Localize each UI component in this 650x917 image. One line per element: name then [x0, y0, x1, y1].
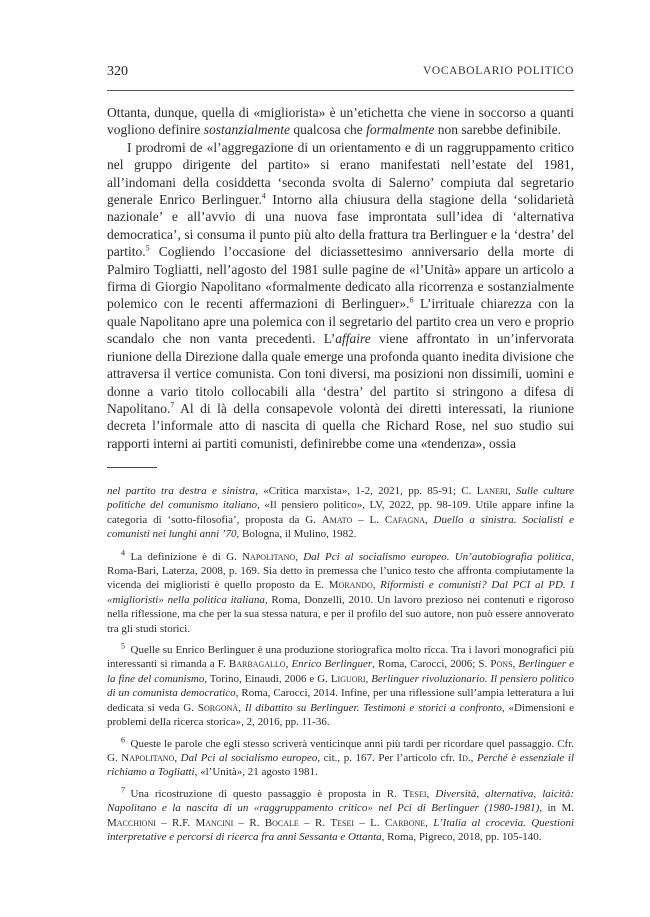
header-rule	[107, 90, 574, 91]
text-run: La definizione è di G.	[130, 550, 243, 563]
footnote-6	[107, 734, 574, 780]
author-name: Carbone	[384, 816, 426, 829]
paragraph-prodromi	[107, 139, 574, 452]
text-run: , cit., p. 167. Per l’articolo cfr.	[317, 751, 459, 764]
text-run: , «l’Unità», 21 agosto 1981.	[194, 766, 318, 779]
text-run: ,	[512, 658, 519, 671]
body-text	[107, 104, 574, 452]
author-name: Tesei	[330, 816, 355, 829]
author-name: Macchioni	[107, 816, 156, 829]
text-run: Quelle su Enrico Berlinguer è una produzione storiografica molto ricca. Tra i lavori monografici più interessanti si rimanda a F.	[107, 644, 574, 671]
text-run: – R.	[233, 816, 265, 829]
text-run: ,	[238, 701, 245, 714]
footnote-rule	[107, 467, 157, 468]
footnote-body	[107, 787, 574, 845]
text-run: Cogliendo l’occasione del diciassettesimo anniversario della morte di Palmiro Togliatti, nell’agosto del 1981 sulle pagine de «l’Unità» appare un articolo a firma di Giorgio Napolitano «formalmente dedicato alla ricorrenza e sostanzialmente polemico con le recenti affermazioni di Berlinguer».	[107, 244, 574, 312]
italic-run: Riformisti e comunisti? Dal PCI al PD. I «miglioristi» nella politica italiana	[107, 579, 574, 606]
text-run: , «Dimensioni e problemi della ricerca storica», 2, 2016, pp. 11-36.	[107, 701, 575, 729]
text-run: I prodromi de «l’aggregazione di un orientamento e di un raggruppamento critico nel gruppo dirigente del partito» si erano manifestati nell’estate del 1981, all’indomani della cosiddetta ‘seconda svolta di Salerno’ compiuta dal segretario generale Enrico Berlinguer.	[107, 139, 574, 208]
italic-run: formalmente	[366, 122, 435, 138]
author-name: Napolitano	[242, 550, 296, 563]
text-run: – R.F.	[155, 816, 196, 829]
italic-run: Enrico Berlinguer	[291, 658, 373, 671]
text-run: ,	[426, 787, 436, 800]
text-run: , Roma, Carocci, 2014. Infine, per una riflessione sull’ampia letteratura a lui dedicata si veda G.	[107, 687, 575, 714]
footnote-ref: 6	[409, 295, 414, 305]
italic-run: nel partito tra destra e sinistra	[107, 485, 256, 497]
paragraph-continuation	[107, 104, 574, 139]
text-run: non sarebbe definibile.	[434, 122, 562, 138]
text-run: ,	[470, 751, 477, 764]
footnote-5	[107, 643, 574, 729]
author-name: Sorgonà	[197, 701, 239, 714]
text-run: , Roma, Donzelli, 2010. Un lavoro prezioso nei contenuti e rigoroso nella riflessione, ma che per la sua stessa natura, e per il profilo del suo autore, non può essere annoverato tra gli studi storici.	[107, 593, 574, 635]
text-run: , Torino, Einaudi, 2006 e G.	[204, 672, 331, 685]
text-run: ,	[507, 485, 516, 497]
italic-run: Berlinguer e la fine del comunismo	[107, 658, 575, 685]
author-name: Barbagallo	[228, 658, 286, 671]
footnote-continuation	[107, 484, 574, 542]
text-run: , Roma-Bari, Laterza, 2008, p. 169. Sia detto in premessa che l’unico testo che affronta compiutamente la vicenda dei miglioristi è quello proposto da E.	[107, 550, 574, 592]
footnote-ref: 4	[261, 191, 266, 201]
italic-run: Duello a sinistra. Socialisti e comunisti nei lunghi anni ’70	[107, 513, 575, 541]
text-run: Ottanta, dunque, quella di «migliorista» è un’etichetta che viene in soccorso a quanti vogliono definire	[107, 105, 574, 138]
text-run: Al di là della consapevole volontà dei diretti interessati, la riunione decreta l’informale atto di nascita di quella che Richard Rose, nel suo studio sui rapporti interni ai partiti comunisti, definirebbe come una «tendenza», ossia	[107, 400, 574, 451]
footnotes	[107, 484, 574, 851]
text-run: Intorno alla chiusura della stagione della ‘solidarietà nazionale’ e all’avvio di una nuova fase improntata sull’idea di ‘alternativa democratica’, si consuma il punto più alto della frattura tra Berlinguer e la ‘destra’ del partito.	[107, 192, 574, 260]
footnote-number: 7	[121, 785, 125, 795]
footnote-ref: 7	[170, 400, 175, 410]
author-name: Liguori	[330, 672, 366, 685]
author-name: Cafagna	[384, 513, 425, 526]
italic-run: Berlinguer rivoluzionario. Il pensiero politico di un comunista democratico	[107, 672, 574, 700]
text-run: , Roma, Pigreco, 2018, pp. 105-140.	[381, 830, 542, 843]
footnote-body	[107, 547, 574, 636]
italic-run: Diversità, alternativa, laicità: Napolitano e la nascita di un «raggruppamento critico» nel Pci di Berlinguer (1980-1981)	[107, 787, 574, 815]
text-run: – L.	[352, 513, 385, 526]
text-run: L’irrituale chiarezza con la quale Napolitano apre una polemica con il segretario del partito crea un vero e proprio scandalo che non vanta precedenti. L’	[107, 296, 574, 347]
text-run: , in M.	[539, 802, 574, 815]
text-run: , Roma, Carocci, 2006; S.	[372, 658, 491, 671]
italic-run: Sulle culture politiche del comunismo italiano	[107, 485, 575, 512]
italic-run: Dal Pci al socialismo europeo. Un’autobiografia politica	[303, 550, 572, 563]
footnote-ref: 5	[145, 243, 150, 253]
footnote-number: 4	[121, 547, 125, 557]
text-run: , «Critica marxista», 1-2, 2021, pp. 85-91; C.	[255, 485, 477, 497]
author-name: Napolitano	[121, 751, 175, 764]
author-name: Laneri	[476, 485, 508, 497]
author-name: Mancini	[195, 816, 234, 829]
running-head: VOCABOLARIO POLITICO	[423, 65, 574, 77]
author-name: Amato	[321, 513, 353, 526]
text-run: Queste le parole che egli stesso scriverà venticinque anni più tardi per ricordare quel passaggio. Cfr. G.	[107, 737, 574, 764]
author-name: Bocale	[264, 816, 299, 829]
text-run: ,	[424, 513, 434, 526]
page-number: 320	[107, 64, 128, 79]
footnote-body	[107, 643, 574, 729]
footnote-body	[107, 734, 574, 780]
italic-run: affaire	[335, 331, 371, 347]
footnote-7	[107, 787, 574, 845]
italic-run: Il dibattito su Berlinguer. Testimoni e storici a confronto	[244, 701, 502, 714]
page-header	[107, 64, 574, 80]
author-name: Id.	[458, 751, 471, 764]
text-run: ,	[425, 816, 434, 829]
text-run: ,	[295, 550, 304, 563]
author-name: Pons	[490, 658, 513, 671]
italic-run: L’Italia al crocevia. Questioni interpretative e percorsi di ricerca fra anni Sessanta e Ottanta	[107, 816, 575, 843]
text-run: Una ricostruzione di questo passaggio è proposta in R.	[130, 787, 403, 800]
text-run: – L.	[354, 816, 385, 829]
italic-run: sostanzialmente	[203, 122, 290, 138]
author-name: Morando	[328, 579, 373, 592]
author-name: Tesei	[402, 787, 427, 800]
text-run: qualcosa che	[289, 122, 367, 138]
footnote-number: 5	[121, 641, 125, 651]
italic-run: Dal Pci al socialismo europeo	[180, 751, 318, 764]
text-run: ,	[372, 579, 381, 592]
footnote-4	[107, 547, 574, 636]
italic-run: Perché è essenziale il richiamo a Togliatti	[107, 751, 574, 779]
footnote-number: 6	[121, 734, 125, 744]
text-run: ,	[285, 658, 292, 671]
text-run: ,	[365, 672, 372, 685]
text-run: – R.	[298, 816, 331, 829]
text-run: viene affrontato in un’infervorata riunione della Direzione dalla quale emerge una profonda quanto inedita divisione che attraversa il vertice comunista. Con toni diversi, ma posizioni non dissimili, uomini e donne a vario titolo collocabili alla ‘destra’ del partito si stringono a difesa di Napolitano.	[107, 331, 574, 416]
text-run: , «Il pensiero politico», LV, 2022, pp. 98-109. Utile appare infine la categoria di ‘sotto-filosofia’, proposta da G.	[107, 499, 575, 526]
text-run: , Bologna, il Mulino, 1982.	[236, 528, 357, 541]
footnote-body	[107, 484, 574, 542]
text-run: ,	[174, 751, 181, 764]
